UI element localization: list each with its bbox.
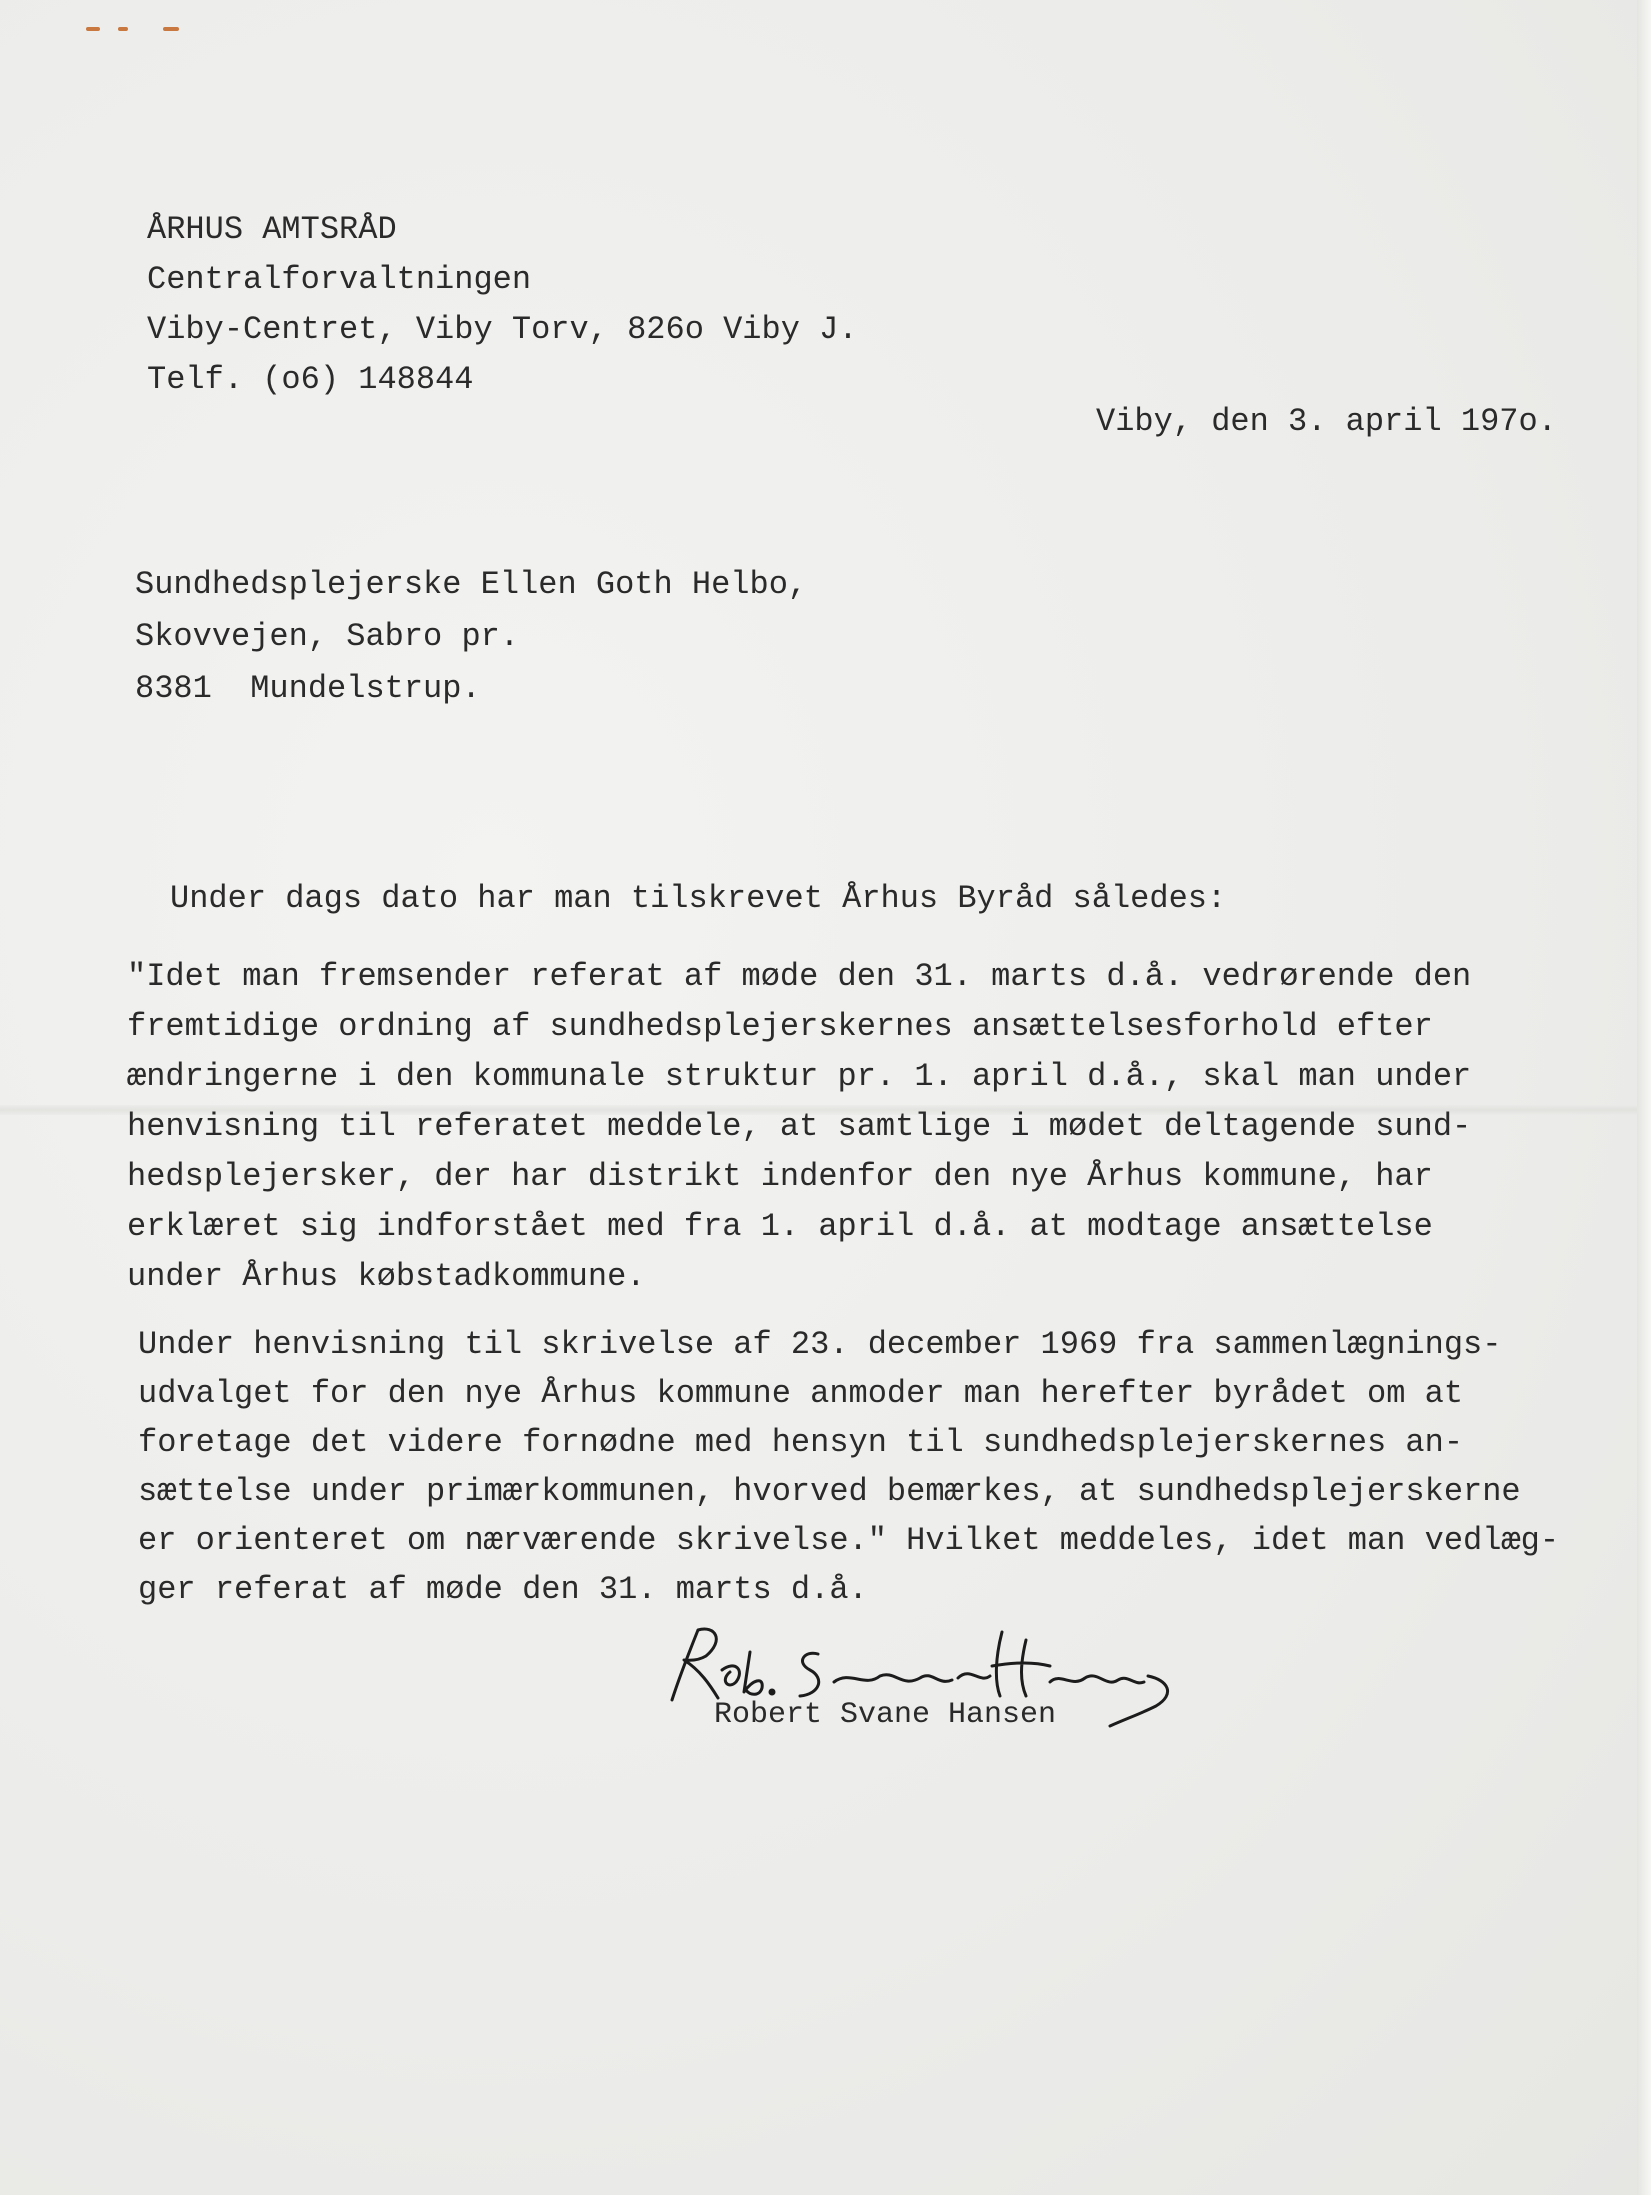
paragraph-line: udvalget for den nye Århus kommune anmoder man herefter byrådet om at bbox=[138, 1375, 1464, 1412]
quoted-paragraph bbox=[127, 952, 1471, 1302]
signer-typed-name: Robert Svane Hansen bbox=[714, 1698, 1057, 1732]
intro-line bbox=[170, 874, 1226, 924]
rust-stain bbox=[163, 27, 179, 31]
letterhead-phone: Telf. (o6) 148844 bbox=[147, 361, 474, 398]
paragraph-line: sættelse under primærkommunen, hvorved bemærkes, at sundhedsplejerskerne bbox=[138, 1473, 1521, 1510]
intro-text: Under dags dato har man tilskrevet Århus Byråd således: bbox=[170, 880, 1227, 917]
signer-block bbox=[714, 1690, 1056, 1740]
second-paragraph bbox=[138, 1320, 1559, 1614]
paragraph-line: Under henvisning til skrivelse af 23. december 1969 fra sammenlægnings- bbox=[138, 1326, 1502, 1363]
date-text: Viby, den 3. april 197o. bbox=[1096, 403, 1557, 440]
paper-edge-shadow bbox=[1637, 0, 1651, 2195]
quote-line: hedsplejersker, der har distrikt indenfor den nye Århus kommune, har bbox=[127, 1158, 1433, 1195]
letterhead bbox=[147, 205, 858, 405]
recipient-street: Skovvejen, Sabro pr. bbox=[135, 618, 520, 655]
date-line bbox=[1096, 397, 1557, 447]
rust-stain bbox=[118, 27, 128, 31]
quote-line: erklæret sig indforstået med fra 1. april d.å. at modtage ansættelse bbox=[127, 1208, 1433, 1245]
letterhead-address: Viby-Centret, Viby Torv, 826o Viby J. bbox=[147, 311, 858, 348]
recipient-name: Sundhedsplejerske Ellen Goth Helbo, bbox=[135, 566, 808, 603]
paragraph-line: er orienteret om nærværende skrivelse." Hvilket meddeles, idet man vedlæg- bbox=[138, 1522, 1560, 1559]
rust-stain bbox=[86, 27, 100, 31]
paragraph-line: ger referat af møde den 31. marts d.å. bbox=[138, 1571, 868, 1608]
letterhead-org: ÅRHUS AMTSRÅD bbox=[147, 211, 397, 248]
quote-line: ændringerne i den kommunale struktur pr. 1. april d.å., skal man under bbox=[127, 1058, 1472, 1095]
quote-line: henvisning til referatet meddele, at samtlige i mødet deltagende sund- bbox=[127, 1108, 1472, 1145]
recipient-address bbox=[135, 560, 807, 716]
quote-line: "Idet man fremsender referat af møde den 31. marts d.å. vedrørende den bbox=[127, 958, 1472, 995]
letterhead-department: Centralforvaltningen bbox=[147, 261, 532, 298]
paragraph-line: foretage det videre fornødne med hensyn til sundhedsplejerskernes an- bbox=[138, 1424, 1464, 1461]
quote-line: fremtidige ordning af sundhedsplejerskernes ansættelsesforhold efter bbox=[127, 1008, 1433, 1045]
quote-line: under Århus købstadkommune. bbox=[127, 1258, 646, 1295]
recipient-city: 8381 Mundelstrup. bbox=[135, 670, 481, 707]
